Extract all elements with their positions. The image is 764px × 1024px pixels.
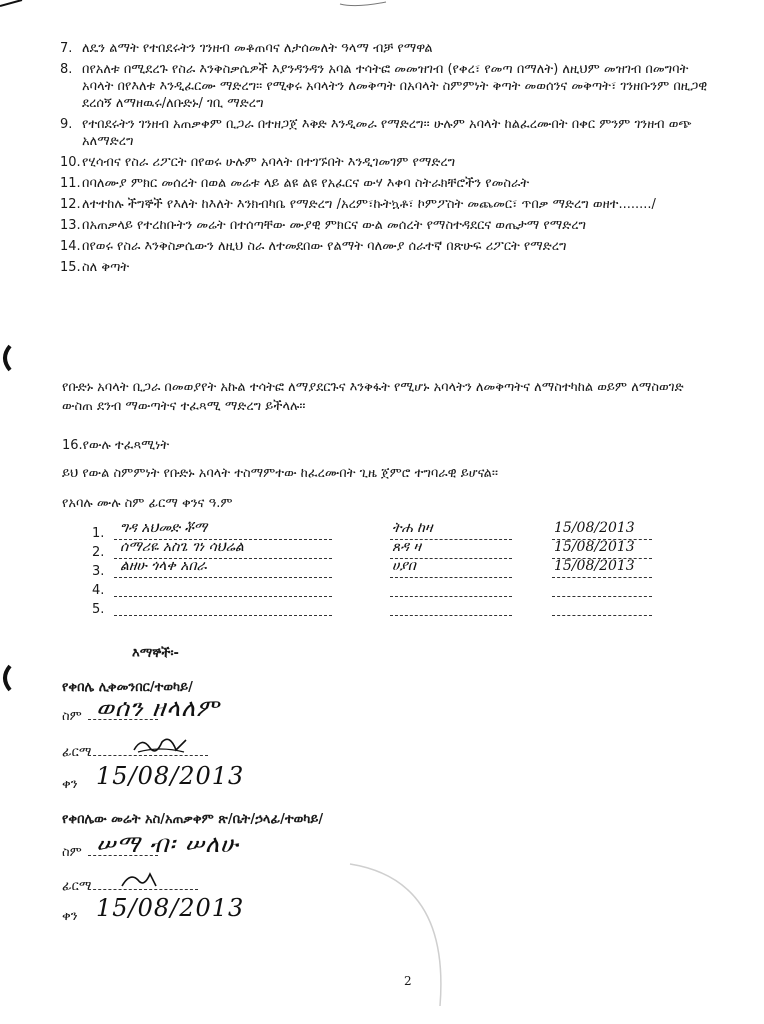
member-signature: ሀያበ <box>392 558 416 574</box>
member-name: ልዘሁ ጎላቀ አበራ <box>120 558 207 574</box>
land-admin-date-field: ቀን 15/08/2013 <box>62 894 245 924</box>
member-name: ግዳ አህመድ ቾማ <box>120 520 208 536</box>
member-row: 2. ሰማሪዬ አስጌ ገነ ሳህሬል ጸዳ ዛ 15/08/2013 <box>92 545 672 564</box>
member-row: 1. ግዳ አህመድ ቾማ ትሐ ከዛ 15/08/2013 <box>92 526 672 545</box>
receiver-name-field: ስም ወሰን ዘላለም <box>62 694 220 724</box>
handwritten-signature <box>116 868 176 890</box>
member-row: 5. <box>92 602 672 621</box>
effectiveness-title: 16.የውሉ ተፈጻሚነት <box>62 438 170 453</box>
handwritten-name: ሠማ ብ፡ ሠለሁ <box>96 830 239 858</box>
clause-item: 15. ስለ ቅጣት <box>60 260 130 275</box>
clause-item: 10. የሂሳብና የስራ ሪፖርት በየወሩ ሁሉም አባላት በተገኙበት እንዲገመገም የማድረግ <box>60 155 456 170</box>
handwritten-name: ወሰን ዘላለም <box>96 694 220 722</box>
clause-item: 7. ለዴን ልማት የተበደሩትን ገንዘብ መቆጠባና ለታሰመለት ዓላማ ብቻ የማዋል <box>60 41 433 56</box>
member-row: 3. ልዘሁ ጎላቀ አበራ ሀያበ 15/08/2013 <box>92 564 672 583</box>
member-date: 15/08/2013 <box>554 539 635 555</box>
handwritten-signature <box>130 734 190 756</box>
binder-hole-mark <box>0 664 12 692</box>
effectiveness-text: ይህ የውል ስምምነት የቡድኑ አባላት ተስማምተው ከፈረሙበት ጊዜ ጀምሮ ተግባራዊ ይሆናል፡፡ <box>62 466 499 481</box>
member-name: ሰማሪዬ አስጌ ገነ ሳህሬል <box>120 539 244 555</box>
clause-item: 13. በአጠቃላይ የተረከቡትን መሬት በተሰጣቸው ሙያዊ ምክርና ውል መሰረት የማስተዳደርና ወጤታማ የማድረግ <box>60 218 587 233</box>
land-admin-signature-field: ፊርማ <box>62 870 302 894</box>
clause-item: 14. በየወሩ የስራ እንቅስቃሴውን ለዚህ ስራ ለተመደበው የልማት ባለሙያ ሰራተኛ በጽሁፍ ሪፖርት የማድረግ <box>60 239 567 254</box>
member-signature: ትሐ ከዛ <box>392 520 433 536</box>
handwritten-date: 15/08/2013 <box>96 894 245 922</box>
scan-top-mark <box>336 0 396 10</box>
member-date: 15/08/2013 <box>554 520 635 536</box>
member-row: 4. <box>92 583 672 602</box>
page-number: 2 <box>404 974 412 988</box>
binder-hole-mark <box>0 344 12 372</box>
witnesses-title: እማኞች፡- <box>132 646 179 661</box>
land-admin-name-field: ስም ሠማ ብ፡ ሠለሁ <box>62 830 239 860</box>
handwritten-date: 15/08/2013 <box>96 762 245 790</box>
receiver-block-title: የቀበሌ ሊቀመንበር/ተወካይ/ <box>62 680 193 695</box>
clause-item: 8. በየአለቱ በሚደረጉ የስራ እንቅስቃሴዎች እያንዳንዳን አባል ተሳትፎ መመዝገብ (የቀረ፣ የመጣ በማለት) ለዚህም መዝገብ በመግባት አባላት በየእለቱ እንዲፈርሙ ማድረግ። የሚቀሩ አባላትን ለመቅጣት በአባላት ስምምነት ቅጣት መወሰንና መቅጣት፣ ገንዘቡንም በዚጋዊ ደረሰኝ ለማዘዉሩ/ለቡድኑ/ ገቢ ማድረግ <box>60 62 708 111</box>
member-signature: ጸዳ ዛ <box>392 539 422 555</box>
receiver-signature-field: ፊርማ <box>62 736 302 760</box>
member-date: 15/08/2013 <box>554 558 635 574</box>
contract-clauses <box>60 40 710 280</box>
members-signature-table <box>92 520 672 621</box>
stamp-impression-arc <box>340 860 460 1010</box>
clause-item: 12. ለተተከሉ ችግኞች የእለት ከእለት እንክብካቤ የማድረግ /አረም፣ኩትኳቶ፣ ኮምፖስት መጨመር፣ ጥበቃ ማድረግ ወዘተ......../ <box>60 197 656 212</box>
receiver-date-field: ቀን 15/08/2013 <box>62 762 245 792</box>
land-admin-block-title: የቀበሌው መሬት አስ/አጠቃቀም ጽ/ቤት/ኃላፊ/ተወካይ/ <box>62 812 324 827</box>
scan-corner-mark <box>0 0 40 20</box>
members-header: የአባሉ ሙሉ ስም ፊርማ ቀንና ዓ.ም <box>62 496 233 511</box>
clause-item: 11. በባለሙያ ምክር መሰረት በወል መሬቱ ላይ ልዩ ልዩ የአፈርና ውሃ እቀባ ስትራክቸሮችን የመስራት <box>60 176 530 191</box>
clause-item: 9. የተበደሩትን ገንዘብ አጠቃቀም ቢጋራ በተዘጋጀ እቅድ እንዲመራ የማድረግ፡፡ ሁሉም አባላት ከልፈረሙበት በቀር ምንም ገንዘብ ወጭ አለማድረግ <box>60 117 692 149</box>
penalty-paragraph: የቡድኑ አባላት ቢጋራ በመወያየት አኩል ተሳትፎ ለማያደርጉና እንቅፋት የሚሆኑ አባላትን ለመቅጣትና ለማስተካከል ወይም ለማስወገድ ውስጠ ደንብ ማውጣትና ተፈጻሚ ማድረግ ይችላሉ፡፡ <box>62 380 684 414</box>
